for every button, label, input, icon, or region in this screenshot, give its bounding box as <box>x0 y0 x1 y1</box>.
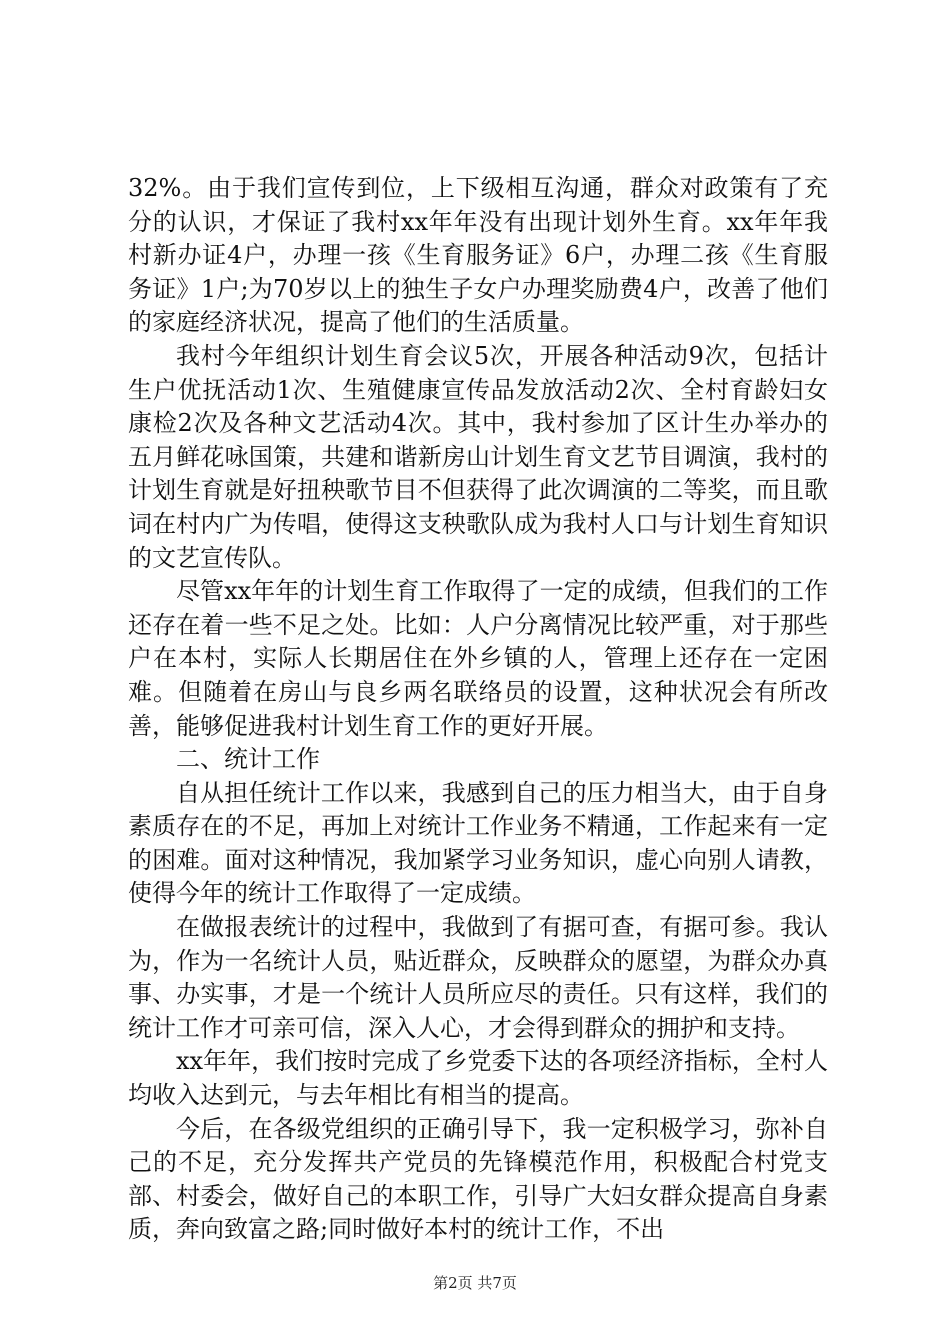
page-number-footer: 第2页 共7页 <box>433 1274 517 1292</box>
document-body <box>128 172 828 1247</box>
paragraph-family-planning-results: 32%。由于我们宣传到位，上下级相互沟通，群众对政策有了充分的认识，才保证了我村xx年年没有出现计划外生育。xx年年我村新办证4户，办理一孩《生育服务证》6户，办理二孩《生育服务证》1户;为70岁以上的独生子女户办理奖励费4户，改善了他们的家庭经济状况，提高了他们的生活质量。 <box>128 174 828 337</box>
paragraph-future-plans: 今后，在各级党组织的正确引导下，我一定积极学习，弥补自己的不足，充分发挥共产党员的先锋模范作用，积极配合村党支部、村委会，做好自己的本职工作，引导广大妇女群众提高自身素质，奔向致富之路;同时做好本村的统计工作，不出 <box>128 1114 828 1244</box>
paragraph-family-planning-activities: 我村今年组织计划生育会议5次，开展各种活动9次，包括计生户优抚活动1次、生殖健康宣传品发放活动2次、全村育龄妇女康检2次及各种文艺活动4次。其中，我村参加了区计生办举办的五月鲜花咏国策，共建和谐新房山计划生育文艺节目调演，我村的计划生育就是好扭秧歌节目不但获得了此次调演的二等奖，而且歌词在村内广为传唱，使得这支秧歌队成为我村人口与计划生育知识的文艺宣传队。 <box>128 341 828 572</box>
paragraph-family-planning-shortcomings: 尽管xx年年的计划生育工作取得了一定的成绩，但我们的工作还存在着一些不足之处。比如：人户分离情况比较严重，对于那些户在本村，实际人长期居住在外乡镇的人，管理上还存在一定困难。但随着在房山与良乡两名联络员的设置，这种状况会有所改善，能够促进我村计划生育工作的更好开展。 <box>128 577 828 740</box>
paragraph-statistics-intro: 自从担任统计工作以来，我感到自己的压力相当大，由于自身素质存在的不足，再加上对统计工作业务不精通，工作起来有一定的困难。面对这种情况，我加紧学习业务知识，虚心向别人请教，使得今年的统计工作取得了一定成绩。 <box>128 778 828 908</box>
paragraph-statistics-reporting: 在做报表统计的过程中，我做到了有据可查，有据可参。我认为，作为一名统计人员，贴近群众，反映群众的愿望，为群众办真事、办实事，才是一个统计人员所应尽的责任。只有这样，我们的统计工作才可亲可信，深入人心，才会得到群众的拥护和支持。 <box>128 913 828 1042</box>
paragraph-economic-targets: xx年年，我们按时完成了乡党委下达的各项经济指标，全村人均收入达到元，与去年相比有相当的提高。 <box>128 1047 828 1110</box>
section-heading-statistics: 二、统计工作 <box>176 745 320 774</box>
